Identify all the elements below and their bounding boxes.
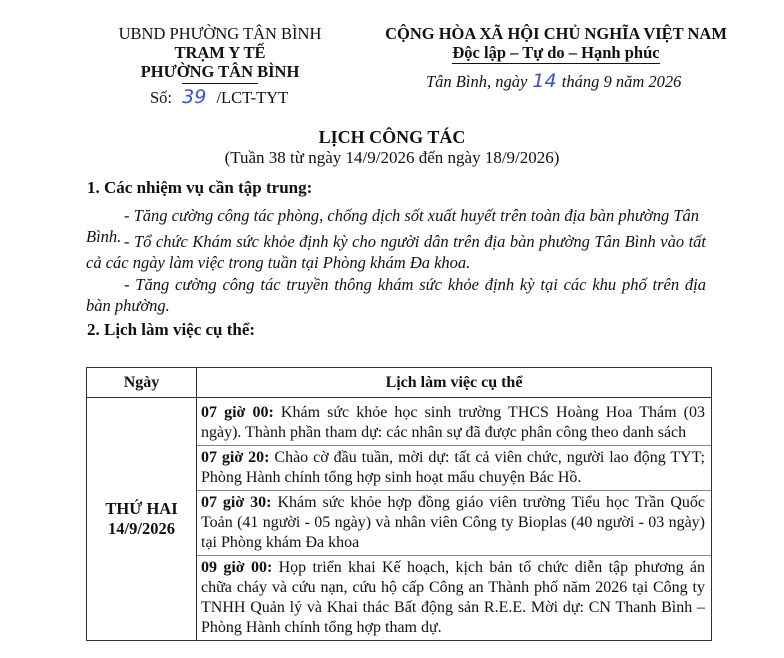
schedule-table (86, 367, 712, 641)
task-item-3: - Tăng cường công tác truyền thông khám sức khỏe định kỳ tại các khu phố trên địa bàn phường. (86, 275, 706, 315)
entry-text: Khám sức khỏe hợp đồng giáo viên trường Tiểu học Trần Quốc Toản (41 người - 05 ngày) và nhân viên Công ty Bioplas (40 người - 03 ngày) tại Phòng khám Đa khoa (201, 494, 705, 551)
task-item-2: - Tổ chức Khám sức khỏe định kỳ cho người dân trên địa bàn phường Tân Bình vào tất cả các ngày làm việc trong tuần tại Phòng khám Đa khoa. (86, 232, 706, 272)
table-header-row (87, 368, 712, 398)
document-title: LỊCH CÔNG TÁC (318, 127, 466, 147)
column-header-day: Ngày (87, 368, 197, 398)
motto-text: Độc lập – Tự do – Hạnh phúc (452, 43, 660, 62)
unit-name-line1: TRẠM Y TẾ (174, 43, 266, 62)
number-suffix: /LCT-TYT (216, 88, 289, 107)
table-row (87, 398, 712, 641)
section2-heading: 2. Lịch làm việc cụ thể: (87, 320, 256, 339)
entry-text: Chào cờ đầu tuần, mời dự: tất cả viên chức, người lao động TYT; Phòng Hành chính tổng hợp sinh hoạt mẩu chuyện Bác Hồ. (201, 449, 705, 486)
date-prefix: Tân Bình, ngày (426, 72, 528, 91)
entry-time: 07 giờ 30: (201, 494, 272, 511)
entry-time: 09 giờ 00: (201, 559, 273, 576)
entry-time: 07 giờ 20: (201, 449, 270, 466)
entry-text: Họp triển khai Kế hoạch, kịch bản tổ chức diễn tập phương án chữa cháy và cứu nạn, cứu hộ cấp Công an Thành phố năm 2026 tại Công ty TNHH Quản lý và Khai thác Bất động sản R.E.E. Mời dự: CN Thanh Bình – Phòng Hành chính tổng hợp tham dự. (201, 559, 706, 636)
schedule-entry (197, 491, 711, 556)
motto (385, 43, 727, 63)
section1-heading: 1. Các nhiệm vụ cần tập trung: (87, 178, 313, 197)
schedule-entry (197, 398, 711, 446)
day-name: THỨ HAI (105, 499, 178, 518)
schedule-entry (197, 446, 711, 491)
day-date: 14/9/2026 (108, 519, 175, 538)
document-subtitle: (Tuần 38 từ ngày 14/9/2026 đến ngày 18/9/2026) (224, 148, 560, 167)
unit-underline (182, 83, 258, 84)
nation-title: CỘNG HÒA XÃ HỘI CHỦ NGHĨA VIỆT NAM (385, 24, 727, 43)
number-handwritten: 39 (182, 86, 207, 108)
date-suffix: tháng 9 năm 2026 (561, 72, 682, 91)
unit-name-line2: PHƯỜNG TÂN BÌNH (140, 62, 300, 81)
document-number (150, 86, 288, 108)
entry-text: Khám sức khỏe học sinh trường THCS Hoàng Hoa Thám (03 ngày). Thành phần tham dự: các nhân sự đã được phân công theo danh sách (201, 404, 705, 441)
entry-time: 07 giờ 00: (201, 404, 274, 421)
schedule-cell (197, 398, 712, 641)
authority-name: UBND PHƯỜNG TÂN BÌNH (118, 24, 322, 43)
task-item-1: - Tăng cường công tác phòng, chống dịch sốt xuất huyết trên toàn địa bàn phường Tân Bình. (86, 206, 700, 246)
date-day-handwritten: 14 (532, 70, 557, 92)
number-prefix: Số: (150, 88, 173, 107)
issue-date (426, 70, 681, 92)
schedule-entry (197, 556, 711, 640)
column-header-schedule: Lịch làm việc cụ thể (197, 368, 712, 398)
day-cell (87, 398, 197, 641)
